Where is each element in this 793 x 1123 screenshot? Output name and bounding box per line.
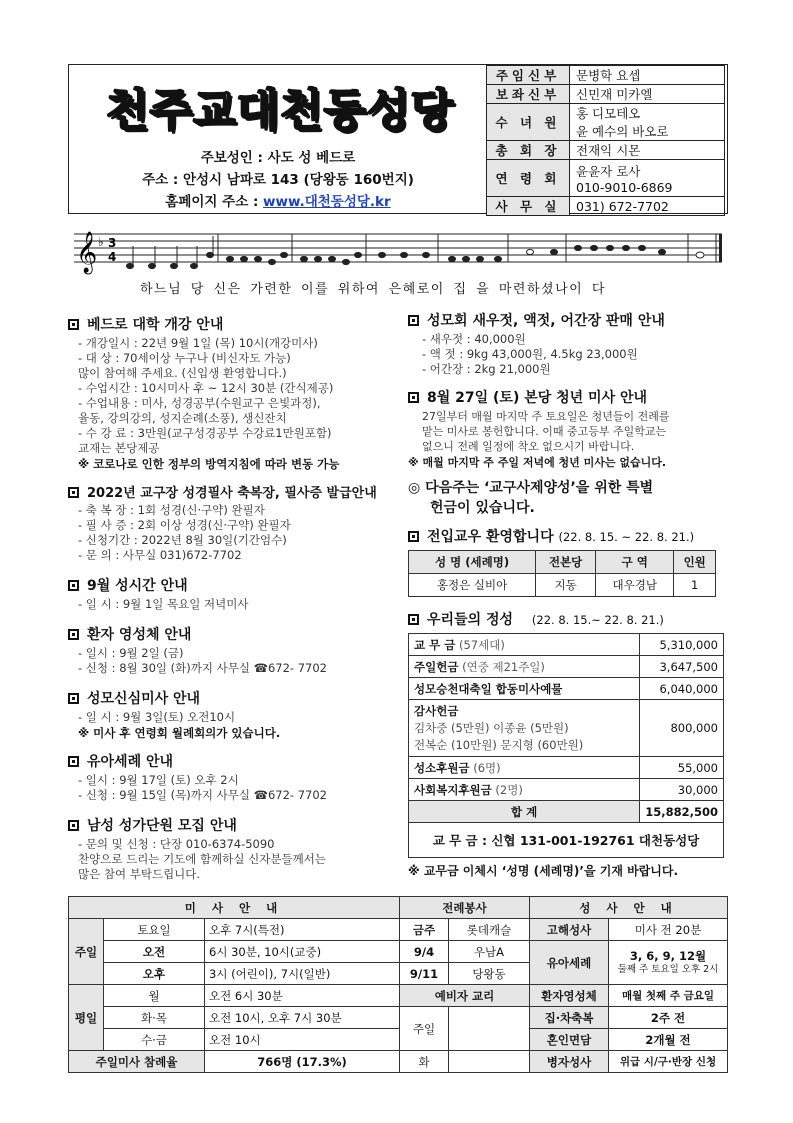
list-item: - 수 강 료 : 3만원(교구성경공부 수강료1만원포함) xyxy=(78,426,332,440)
sacrament-name: 병자성사 xyxy=(530,1051,609,1073)
list-item: 율동, 강의강의, 성지순례(소풍), 생신잔치 xyxy=(78,411,287,425)
list-item: - 필 사 증 : 2회 이상 성경(신·구약) 완필자 xyxy=(78,518,291,532)
list-item: - 수업내용 : 미사, 성경공부(수원교구 은빛과정), xyxy=(78,396,321,410)
list-item: - 문 의 : 사무실 031)672-7702 xyxy=(78,548,242,562)
sacrament-info: 위급 시/구·반장 신청 xyxy=(609,1051,728,1073)
square-bullet-icon xyxy=(68,319,79,330)
staff-role: 수 녀 원 xyxy=(487,104,570,141)
column-header: 전례봉사 xyxy=(400,897,530,919)
table-cell: 지동 xyxy=(536,574,596,597)
parish-title: 천주교대천동성당 xyxy=(105,85,455,136)
sacrament-name: 환자영성체 xyxy=(530,985,609,1007)
list-item: - 축 복 장 : 1회 성경(신·구약) 완필자 xyxy=(78,503,265,517)
table-row: 교 무 금 (57세대) 5,310,000 xyxy=(409,634,724,656)
staff-name: 문병학 요셉 xyxy=(570,66,725,85)
list-item: - 문의 및 신청 : 단장 010-6374-5090 xyxy=(78,837,275,851)
mass-time: 6시 30분, 10시(교중) xyxy=(205,941,400,963)
staff-role: 연 령 회 xyxy=(487,160,570,197)
mass-time: 오전 10시, 오후 7시 30분 xyxy=(205,1007,400,1029)
address: 주소 : 안성시 남파로 143 (당왕동 160번지) xyxy=(142,172,414,188)
column-header: 구 역 xyxy=(596,551,674,574)
column-header: 미 사 안 내 xyxy=(69,897,400,919)
section-title: 베드로 대학 개강 안내 xyxy=(68,314,403,334)
square-bullet-icon xyxy=(408,392,419,403)
homepage-label: 홈페이지 주소 : xyxy=(165,194,264,210)
list-item: - 일시 : 9월 2일 (금) xyxy=(78,646,184,660)
square-bullet-icon xyxy=(68,820,79,831)
music-staff xyxy=(68,222,728,278)
list-item: - 신청기간 : 2022년 8월 30일(기간엄수) xyxy=(78,533,287,547)
special-collection-notice: ◎ 다음주는 ‘교구사제양성’을 위한 특별 헌금이 있습니다. xyxy=(408,480,654,516)
note: ※ 교무금 이체시 ‘성명 (세례명)’을 기재 바랍니다. xyxy=(408,864,679,878)
transfer-table xyxy=(408,550,716,597)
serve-date: 금주 xyxy=(400,919,449,941)
homepage-link[interactable]: www.대천동성당.kr xyxy=(263,194,391,210)
sacrament-name: 혼인면담 xyxy=(530,1029,609,1051)
list-item: - 신청 : 8월 30일 (화)까지 사무실 ☎672- 7702 xyxy=(78,661,327,675)
square-bullet-icon xyxy=(68,756,79,767)
sacrament-info: 매월 첫째 주 금요일 xyxy=(609,985,728,1007)
section-title: 2022년 교구장 성경필사 축복장, 필사증 발급안내 xyxy=(68,482,403,501)
mass-time: 오후 7시(특전) xyxy=(205,919,400,941)
mass-day: 오전 xyxy=(104,941,205,963)
section-title: 유아세례 안내 xyxy=(68,751,403,771)
serve-group: 당왕동 xyxy=(449,963,530,985)
table-row: 감사헌금 김차중 (5만원) 이종윤 (5만원) 전복순 (10만원) 문지형 (60만원) 800,000 xyxy=(409,700,724,757)
catechism-time xyxy=(449,1051,530,1073)
row-header: 주일 xyxy=(69,919,104,985)
serve-date: 9/4 xyxy=(400,941,449,963)
catechism-time xyxy=(449,1007,530,1051)
sacrament-info: 2개월 전 xyxy=(609,1029,728,1051)
section-title: 환자 영성체 안내 xyxy=(68,624,403,644)
section-title: 9월 성시간 안내 xyxy=(68,575,403,595)
list-item: - 일 시 : 9월 3일(토) 오전10시 xyxy=(78,710,236,724)
staff-name-multi: 윤윤자 로사 010-9010-6869 xyxy=(570,160,725,197)
staff-role: 보좌신부 xyxy=(487,85,570,104)
hymn-lyrics: 하느님 당 신은 가련한 이를 위하여 은혜로이 집 을 마련하셨나이 다 xyxy=(140,282,606,297)
account-row: 교 무 금 : 신협 131-001-192761 대천동성당 xyxy=(409,823,724,858)
catechism-day: 화 xyxy=(400,1051,449,1073)
staff-table xyxy=(486,65,725,216)
section-title: 우리들의 정성 (22. 8. 15.~ 22. 8. 21.) xyxy=(408,609,728,629)
column-header: 성 사 안 내 xyxy=(530,897,728,919)
key-signature: ♭ xyxy=(98,235,104,249)
catechism-header: 예비자 교리 xyxy=(400,985,530,1007)
total-row: 합 계 15,882,500 xyxy=(409,801,724,823)
list-item: 27일부터 매월 마지막 주 토요일은 청년들이 전례를 xyxy=(422,410,670,423)
mass-time: 오전 6시 30분 xyxy=(205,985,400,1007)
section-title: 성모회 새우젓, 액젓, 어간장 판매 안내 xyxy=(408,310,728,330)
sacrament-info: 3, 6, 9, 12월 둘째 주 토요일 오후 2시 xyxy=(609,941,728,985)
staff-role: 사 무 실 xyxy=(487,197,570,216)
serve-group: 우남A xyxy=(449,941,530,963)
list-item: - 어간장 : 2kg 21,000원 xyxy=(422,362,551,376)
table-cell: 홍정은 실비아 xyxy=(409,574,536,597)
section-title: 남성 성가단원 모집 안내 xyxy=(68,815,403,835)
serve-date: 9/11 xyxy=(400,963,449,985)
table-cell: 대우경남 xyxy=(596,574,674,597)
section-title: 전입교우 환영합니다 (22. 8. 15. ~ 22. 8. 21.) xyxy=(408,526,728,546)
svg-text:4: 4 xyxy=(108,250,117,264)
note: ※ 코로나로 인한 정부의 방역지침에 따라 변동 가능 xyxy=(78,457,340,471)
sacrament-name: 유아세례 xyxy=(530,941,609,985)
staff-name-multi: 홍 디모테오 윤 예수의 바오로 xyxy=(570,104,725,141)
staff-name: 신민재 미카엘 xyxy=(570,85,725,104)
list-item: - 새우젓 : 40,000원 xyxy=(422,332,526,346)
column-header: 전본당 xyxy=(536,551,596,574)
table-cell: 1 xyxy=(674,574,716,597)
note: ※ 매월 마지막 주 주일 저녁에 청년 미사는 없습니다. xyxy=(408,456,667,469)
homepage xyxy=(78,190,478,210)
table-row: 주일헌금 (연중 제21주일) 3,647,500 xyxy=(409,656,724,678)
list-item: 없으니 전례 일정에 착오 없으시기 바랍니다. xyxy=(422,440,635,453)
list-item: 교재는 본당제공 xyxy=(78,441,160,455)
patron-saint: 주보성인 : 사도 성 베드로 xyxy=(200,150,356,166)
staff-role: 총 회 장 xyxy=(487,141,570,160)
list-item: - 액 젓 : 9kg 43,000원, 4.5kg 23,000원 xyxy=(422,347,638,361)
mass-day: 오후 xyxy=(104,963,205,985)
square-bullet-icon xyxy=(408,531,419,542)
square-bullet-icon xyxy=(68,580,79,591)
mass-day: 월 xyxy=(104,985,205,1007)
list-item: - 개강일시 : 22년 9월 1일 (목) 10시(개강미사) xyxy=(78,336,318,350)
list-item: - 일시 : 9월 17일 (토) 오후 2시 xyxy=(78,773,239,787)
sacrament-name: 집·차축복 xyxy=(530,1007,609,1029)
list-item: 맡는 미사로 봉헌합니다. 이때 중고등부 주일학교는 xyxy=(422,425,667,438)
section-title: 성모신심미사 안내 xyxy=(68,688,403,708)
list-item: 찬양으로 드리는 기도에 함께하실 신자분들께서는 xyxy=(78,852,326,866)
staff-role: 주임신부 xyxy=(487,66,570,85)
list-item: 많은 참여 부탁드립니다. xyxy=(78,867,201,881)
square-bullet-icon xyxy=(408,315,419,326)
mass-time: 3시 (어린이), 7시(일반) xyxy=(205,963,400,985)
left-column xyxy=(68,314,403,882)
mass-time: 오전 10시 xyxy=(205,1029,400,1051)
square-bullet-icon xyxy=(68,487,79,498)
column-header: 인원 xyxy=(674,551,716,574)
right-column xyxy=(408,310,728,879)
table-row: 성소후원금 (6명) 55,000 xyxy=(409,757,724,779)
square-bullet-icon xyxy=(408,614,419,625)
sacrament-name: 고해성사 xyxy=(530,919,609,941)
table-row: 사회복지후원금 (2명) 30,000 xyxy=(409,779,724,801)
mass-day: 수·금 xyxy=(104,1029,205,1051)
square-bullet-icon xyxy=(68,629,79,640)
list-item: - 대 상 : 70세이상 누구나 (비신자도 가능) xyxy=(78,351,291,365)
list-item: 많이 참여해 주세요. (신입생 환영합니다.) xyxy=(78,366,287,380)
staff-name: 전재익 시몬 xyxy=(570,141,725,160)
mass-day: 토요일 xyxy=(104,919,205,941)
svg-text:3: 3 xyxy=(108,236,117,250)
table-row: 성모승천대축일 합동미사예물 6,040,000 xyxy=(409,678,724,700)
attendance-value: 766명 (17.3%) xyxy=(205,1051,400,1073)
list-item: - 수업시간 : 10시미사 후 ~ 12시 30분 (간식제공) xyxy=(78,381,334,395)
mass-day: 화·목 xyxy=(104,1007,205,1029)
catechism-day: 주일 xyxy=(400,1007,449,1051)
sacrament-info: 2주 전 xyxy=(609,1007,728,1029)
list-item: - 일 시 : 9월 1일 목요일 저녁미사 xyxy=(78,597,249,611)
row-header: 평일 xyxy=(69,985,104,1051)
square-bullet-icon xyxy=(68,693,79,704)
treble-clef-icon: 𝄞 xyxy=(76,232,98,273)
section-title: 8월 27일 (토) 본당 청년 미사 안내 xyxy=(408,387,728,407)
sacrament-info: 미사 전 20분 xyxy=(609,919,728,941)
staff-name: 031) 672-7702 xyxy=(570,197,725,216)
serve-group: 롯데캐슬 xyxy=(449,919,530,941)
note: ※ 미사 후 연령회 월례회의가 있습니다. xyxy=(78,726,281,740)
schedule-table xyxy=(68,896,728,1073)
offering-table xyxy=(408,633,724,858)
list-item: - 신청 : 9월 15일 (목)까지 사무실 ☎672- 7702 xyxy=(78,788,327,802)
attendance-label: 주일미사 참례율 xyxy=(69,1051,205,1073)
column-header: 성 명 (세례명) xyxy=(409,551,536,574)
